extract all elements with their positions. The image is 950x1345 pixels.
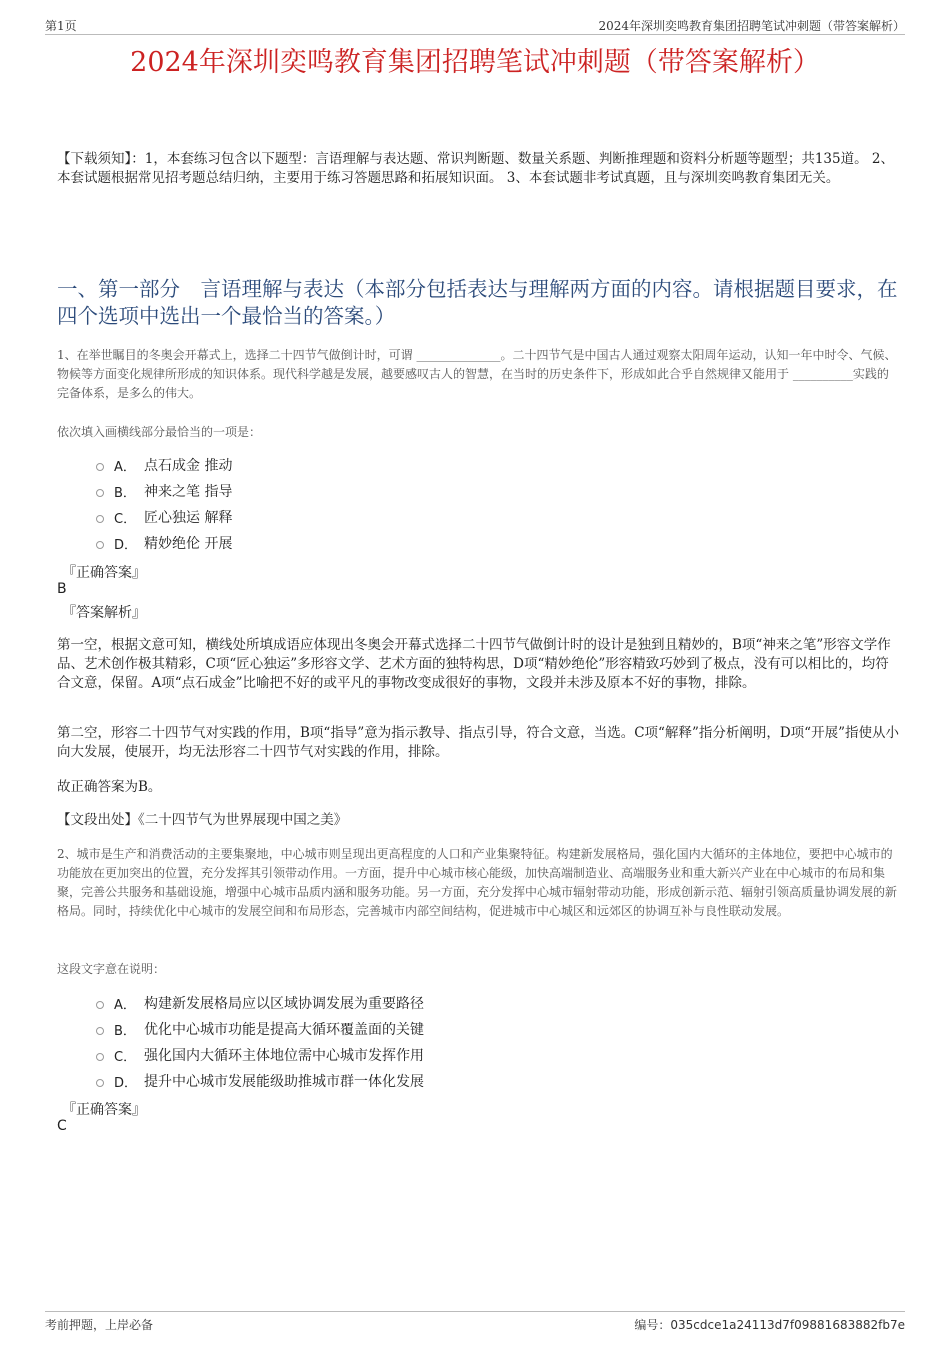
question-1-prompt: 依次填入画横线部分最恰当的一项是： bbox=[57, 425, 262, 439]
analysis-label: 『答案解析』 bbox=[62, 605, 146, 621]
download-notice: 【下载须知】：1，本套练习包含以下题型：言语理解与表达题、常识判断题、数量关系题、判断推理题和资料分析题等题型；共135道。 2、本套试题根据常见招考题总结归纳，主要用于练习答题思路和拓展知识面。 3、本套试题非考试真题，且与深圳奕鸣教育集团无关。 bbox=[57, 151, 894, 186]
option-d[interactable]: D． 精妙绝伦 开展 bbox=[96, 530, 232, 556]
option-text: 优化中心城市功能是提高大循环覆盖面的关键 bbox=[144, 1022, 424, 1038]
radio-icon[interactable] bbox=[96, 541, 104, 549]
header-doc-title: 2024年深圳奕鸣教育集团招聘笔试冲刺题（带答案解析） bbox=[598, 19, 905, 33]
analysis-paragraph-2: 第二空，形容二十四节气对实践的作用，B项“指导”意为指示教导、指点引导，符合文意，当选。C项“解释”指分析阐明，D项“开展”指使从小向大发展，使展开，均无法形容二十四节气对实践的作用，排除。 bbox=[57, 725, 899, 760]
question-2-prompt: 这段文字意在说明： bbox=[57, 962, 166, 976]
answer-label: 『正确答案』 bbox=[62, 565, 146, 581]
option-c[interactable]: C． 匠心独运 解释 bbox=[96, 504, 232, 530]
radio-icon[interactable] bbox=[96, 463, 104, 471]
option-b[interactable]: B． 神来之笔 指导 bbox=[96, 478, 232, 504]
question-2-options bbox=[96, 990, 424, 1094]
answer-value: C bbox=[57, 1118, 67, 1134]
question-1-options bbox=[96, 452, 232, 556]
footer-code bbox=[634, 1316, 905, 1333]
option-text: 匠心独运 解释 bbox=[144, 510, 233, 526]
section-heading: 一、第一部分 言语理解与表达（本部分包括表达与理解两方面的内容。请根据题目要求，在四个选项中选出一个最恰当的答案。） bbox=[57, 277, 898, 328]
option-text: 神来之笔 指导 bbox=[144, 484, 233, 500]
document-title: 2024年深圳奕鸣教育集团招聘笔试冲刺题（带答案解析） bbox=[130, 47, 820, 78]
radio-icon[interactable] bbox=[96, 1053, 104, 1061]
radio-icon[interactable] bbox=[96, 515, 104, 523]
option-d[interactable]: D． 提升中心城市发展能级助推城市群一体化发展 bbox=[96, 1068, 424, 1094]
option-text: 提升中心城市发展能级助推城市群一体化发展 bbox=[144, 1074, 424, 1090]
option-a[interactable]: A． 构建新发展格局应以区域协调发展为重要路径 bbox=[96, 990, 424, 1016]
page-header bbox=[45, 14, 905, 35]
option-text: 强化国内大循环主体地位需中心城市发挥作用 bbox=[144, 1048, 424, 1064]
page-number: 第1页 bbox=[45, 19, 77, 33]
page-footer bbox=[45, 1311, 905, 1332]
question-2-text: 2、城市是生产和消费活动的主要集聚地，中心城市则呈现出更高程度的人口和产业集聚特征。构建新发展格局，强化国内大循环的主体地位，要把中心城市的功能放在更加突出的位置，充分发挥其引领带动作用。一方面，提升中心城市核心能级，加快高端制造业、高端服务业和重大新兴产业在中心城市的布局和集聚，完善公共服务和基础设施，增强中心城市品质内涵和服务功能。另一方面，充分发挥中心城市辐射带动功能，形成创新示范、辐射引领高质量协调发展的新格局。同时，持续优化中心城市的发展空间和布局形态，完善城市内部空间结构，促进城市中心城区和远郊区的协调互补与良性联动发展。 bbox=[57, 847, 898, 918]
analysis-paragraph-1: 第一空，根据文意可知，横线处所填成语应体现出冬奥会开幕式选择二十四节气做倒计时的设计是独到且精妙的，B项“神来之笔”形容文学作品、艺术创作极其精彩，C项“匠心独运”多形容文学、艺术方面的独特构思，D项“精妙绝伦”形容精致巧妙到了极点，没有可以相比的，均符合文意，保留。A项“点石成金”比喻把不好的或平凡的事物改变成很好的事物，文段并未涉及原本不好的事物，排除。 bbox=[57, 637, 891, 691]
option-text: 点石成金 推动 bbox=[144, 458, 233, 474]
option-b[interactable]: B． 优化中心城市功能是提高大循环覆盖面的关键 bbox=[96, 1016, 424, 1042]
radio-icon[interactable] bbox=[96, 1027, 104, 1035]
footer-code-label: 编号： bbox=[634, 1318, 671, 1332]
radio-icon[interactable] bbox=[96, 1001, 104, 1009]
radio-icon[interactable] bbox=[96, 489, 104, 497]
option-c[interactable]: C． 强化国内大循环主体地位需中心城市发挥作用 bbox=[96, 1042, 424, 1068]
option-text: 构建新发展格局应以区域协调发展为重要路径 bbox=[144, 996, 424, 1012]
answer-value: B bbox=[57, 581, 67, 597]
question-1-text: 1、在举世瞩目的冬奥会开幕式上，选择二十四节气做倒计时，可谓 ______________。二十四节气是中国古人通过观察太阳周年运动，认知一年中时令、气候、物候等方面变化规律所形成的知识体系。现代科学越是发展，越要感叹古人的智慧，在当时的历史条件下，形成如此合乎自然规律又能用于 __________实践的完备体系，是多么的伟大。 bbox=[57, 348, 897, 400]
radio-icon[interactable] bbox=[96, 1079, 104, 1087]
answer-label: 『正确答案』 bbox=[62, 1102, 146, 1118]
option-a[interactable]: A． 点石成金 推动 bbox=[96, 452, 232, 478]
analysis-conclusion: 故正确答案为B。 bbox=[57, 779, 162, 795]
footer-slogan: 考前押题，上岸必备 bbox=[45, 1318, 154, 1332]
source-citation: 【文段出处】《二十四节气为世界展现中国之美》 bbox=[57, 812, 348, 828]
option-text: 精妙绝伦 开展 bbox=[144, 536, 233, 552]
footer-code-value: 035cdce1a24113d7f09881683882fb7e bbox=[670, 1318, 905, 1332]
